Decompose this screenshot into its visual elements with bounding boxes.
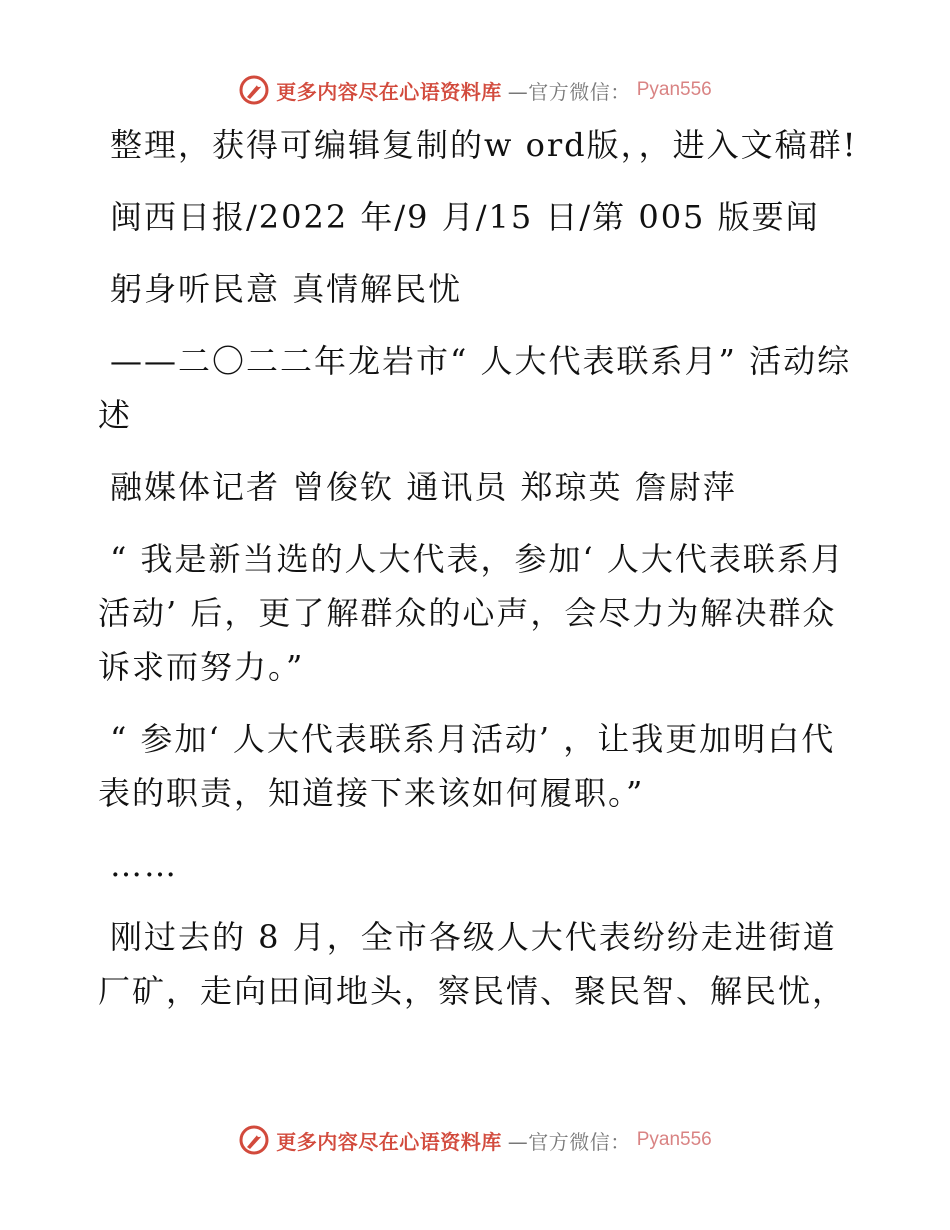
- ellipsis-line: ……: [110, 846, 178, 884]
- article-body: [98, 118, 858, 1018]
- banner-wechat-id: Pyan556: [636, 79, 712, 100]
- footer-banner: [0, 1120, 950, 1160]
- banner-wechat-id: Pyan556: [636, 1129, 712, 1150]
- pen-logo-icon: [238, 74, 270, 106]
- source-line: 闽西日报/2022 年/9 月/15 日/第 005 版要闻: [110, 198, 820, 236]
- banner-wechat-label: —官方微信：: [507, 1129, 631, 1154]
- body-paragraph: 刚过去的 8 月，全市各级人大代表纷纷走进街道厂矿，走向田间地头，察民情、聚民智、解民忧，: [98, 918, 847, 1010]
- intro-paragraph: 整理，获得可编辑复制的w ord版，，进入文稿群!: [110, 126, 858, 164]
- banner-brand-text: 更多内容尽在心语资料库: [276, 1129, 502, 1154]
- article-title: 躬身听民意 真情解民忧: [110, 270, 463, 308]
- byline: 融媒体记者 曾俊钦 通讯员 郑琼英 詹尉萍: [110, 468, 737, 506]
- banner-brand-text: 更多内容尽在心语资料库: [276, 79, 502, 104]
- quote-paragraph-1: “ 我是新当选的人大代表，参加‘ 人大代表联系月活动’ 后，更了解群众的心声，会尽力为解决群众诉求而努力。”: [98, 540, 845, 686]
- article-subtitle: ——二〇二二年龙岩市“ 人大代表联系月” 活动综述: [98, 342, 852, 434]
- banner-wechat-label: —官方微信：: [507, 79, 631, 104]
- header-banner: [0, 70, 950, 110]
- pen-logo-icon: [238, 1124, 270, 1156]
- quote-paragraph-2: “ 参加‘ 人大代表联系月活动’ ，让我更加明白代表的职责，知道接下来该如何履职。”: [98, 720, 836, 812]
